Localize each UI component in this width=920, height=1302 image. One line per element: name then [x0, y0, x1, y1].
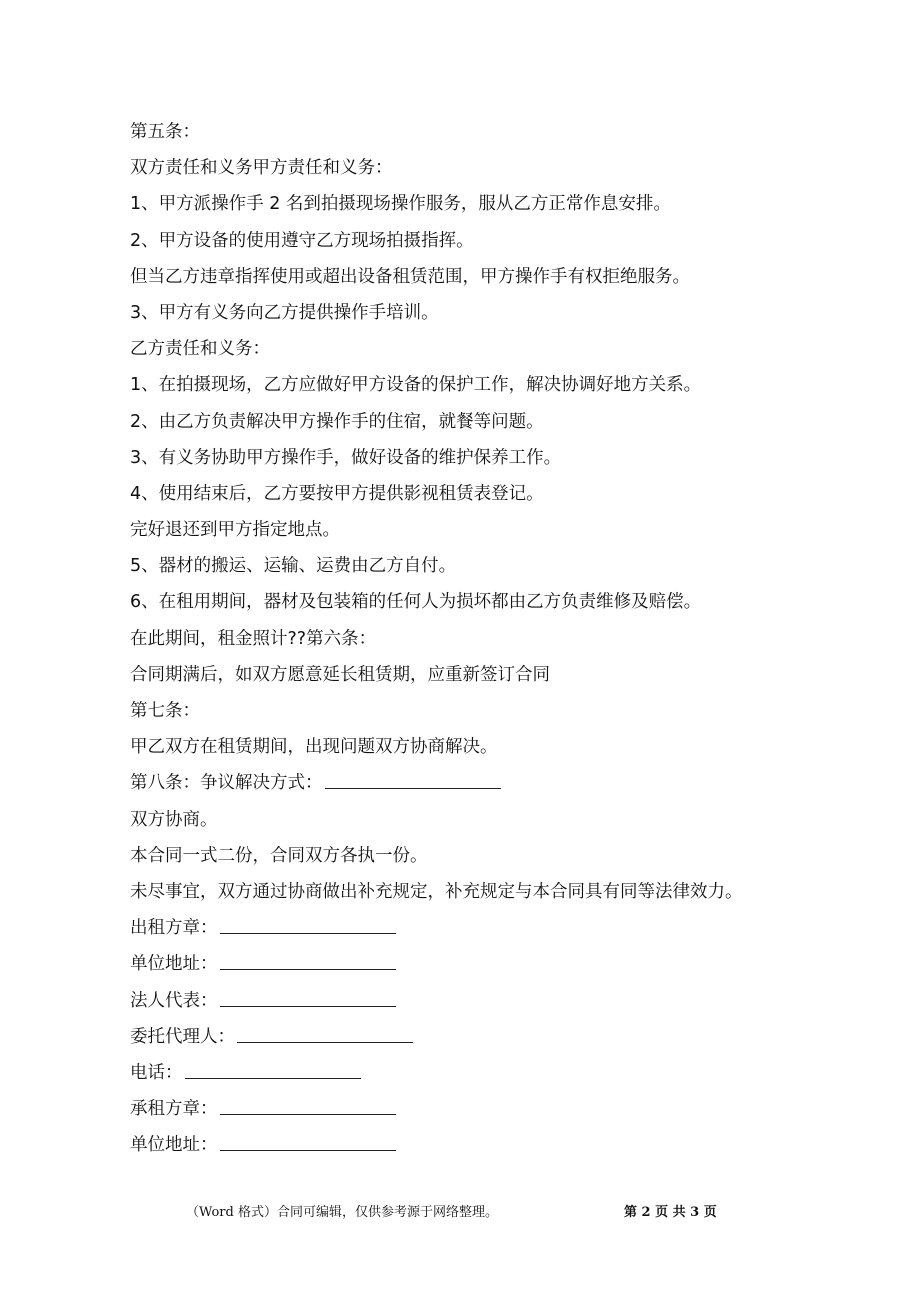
- page-number: 第 2 页 共 3 页: [624, 1205, 717, 1220]
- signature-blank: [185, 1055, 361, 1079]
- paragraph-line: 第五条：: [130, 122, 200, 142]
- dispute-resolution-label: 第八条：争议解决方式：: [130, 773, 323, 794]
- paragraph-line: 未尽事宜，双方通过协商做出补充规定，补充规定与本合同具有同等法律效力。: [130, 881, 743, 902]
- signature-field-lessee-address: [130, 1127, 810, 1163]
- contract-body: [130, 114, 810, 1163]
- signature-blank: [237, 1019, 413, 1043]
- signature-field-phone: [130, 1055, 810, 1091]
- paragraph-line: 2、由乙方负责解决甲方操作手的住宿，就餐等问题。: [130, 411, 544, 432]
- paragraph-line: 但当乙方违章指挥使用或超出设备租赁范围，甲方操作手有权拒绝服务。: [130, 266, 690, 287]
- signature-blank: [220, 1091, 396, 1115]
- signature-field-label: 委托代理人：: [130, 1026, 235, 1047]
- paragraph-line: 5、器材的搬运、运输、运费由乙方自付。: [130, 556, 457, 577]
- paragraph-line: 4、使用结束后，乙方要按甲方提供影视租赁表登记。: [130, 483, 544, 504]
- signature-blank: [220, 946, 396, 970]
- paragraph-line: 3、有义务协助甲方操作手，做好设备的维护保养工作。: [130, 447, 562, 468]
- signature-field-label: 法人代表：: [130, 990, 218, 1011]
- signature-blank: [220, 1127, 396, 1151]
- paragraph-line: 1、甲方派操作手 2 名到拍摄现场操作服务，服从乙方正常作息安排。: [130, 194, 671, 215]
- dispute-resolution-blank: [325, 765, 501, 789]
- paragraph-line: 完好退还到甲方指定地点。: [130, 520, 340, 541]
- footer-note: （Word 格式）合同可编辑，仅供参考源于网络整理。: [186, 1205, 498, 1220]
- paragraph-line: 双方责任和义务甲方责任和义务：: [130, 158, 393, 179]
- paragraph-line: 1、在拍摄现场，乙方应做好甲方设备的保护工作，解决协调好地方关系。: [130, 375, 702, 396]
- dispute-resolution-line: [130, 765, 810, 801]
- paragraph-line: 乙方责任和义务：: [130, 339, 270, 360]
- signature-field-label: 出租方章：: [130, 918, 218, 939]
- signature-field-label: 承租方章：: [130, 1099, 218, 1120]
- signature-field-lessee-seal: [130, 1091, 810, 1127]
- paragraph-line: 3、甲方有义务向乙方提供操作手培训。: [130, 302, 439, 323]
- paragraph-line: 在此期间，租金照计??第六条：: [130, 628, 377, 649]
- signature-field-lessor-address: [130, 946, 810, 982]
- paragraph-line: 第七条：: [130, 701, 200, 721]
- paragraph-line: 甲乙双方在租赁期间，出现问题双方协商解决。: [130, 737, 498, 758]
- paragraph-line: 2、甲方设备的使用遵守乙方现场拍摄指挥。: [130, 230, 474, 251]
- paragraph-line: 6、在租用期间，器材及包装箱的任何人为损坏都由乙方负责维修及赔偿。: [130, 592, 702, 613]
- signature-field-legal-representative: [130, 983, 810, 1019]
- signature-field-label: 单位地址：: [130, 1135, 218, 1156]
- signature-field-label: 单位地址：: [130, 954, 218, 975]
- signature-blank: [220, 983, 396, 1007]
- signature-field-lessor-seal: [130, 910, 810, 946]
- signature-blank: [220, 910, 396, 934]
- paragraph-line: 合同期满后，如双方愿意延长租赁期，应重新签订合同: [130, 664, 550, 685]
- paragraph-line: 本合同一式二份，合同双方各执一份。: [130, 845, 428, 866]
- signature-field-label: 电话：: [130, 1062, 183, 1083]
- paragraph-line: 双方协商。: [130, 809, 218, 830]
- signature-field-authorized-agent: [130, 1019, 810, 1055]
